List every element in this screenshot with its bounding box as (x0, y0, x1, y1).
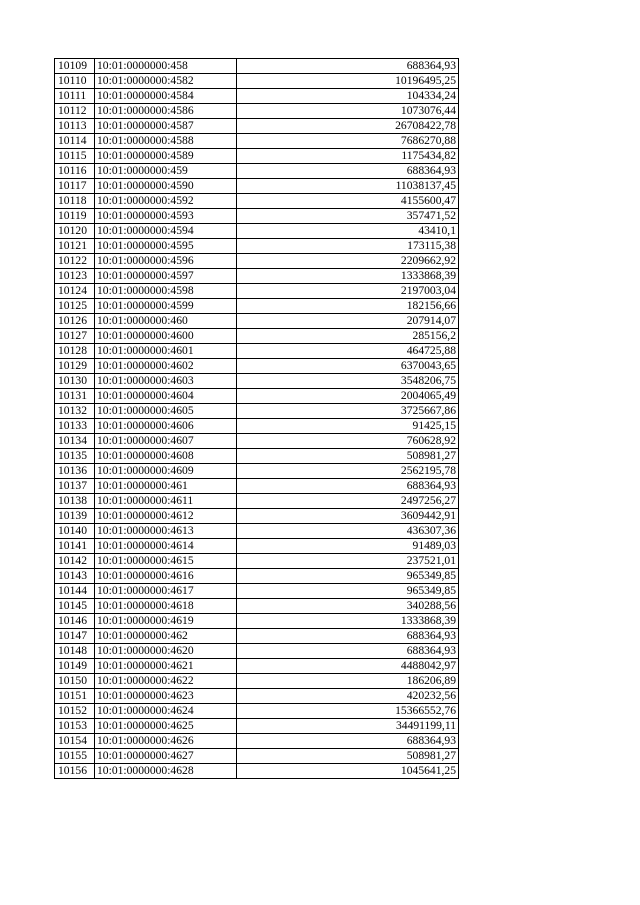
row-number-cell: 10149 (55, 659, 95, 674)
row-number-cell: 10138 (55, 494, 95, 509)
table-row (55, 629, 459, 644)
cadastral-value-cell: 6370043,65 (237, 359, 459, 374)
cadastral-number-cell: 10:01:0000000:4622 (95, 674, 237, 689)
row-number-cell: 10139 (55, 509, 95, 524)
table-row (55, 659, 459, 674)
table-row (55, 704, 459, 719)
cadastral-number-cell: 10:01:0000000:4586 (95, 104, 237, 119)
table-row (55, 419, 459, 434)
row-number-cell: 10155 (55, 749, 95, 764)
cadastral-number-cell: 10:01:0000000:459 (95, 164, 237, 179)
row-number-cell: 10132 (55, 404, 95, 419)
cadastral-value-cell: 3548206,75 (237, 374, 459, 389)
cadastral-number-cell: 10:01:0000000:461 (95, 479, 237, 494)
table-row (55, 359, 459, 374)
cadastral-number-cell: 10:01:0000000:4592 (95, 194, 237, 209)
cadastral-number-cell: 10:01:0000000:4614 (95, 539, 237, 554)
table-row (55, 179, 459, 194)
row-number-cell: 10118 (55, 194, 95, 209)
row-number-cell: 10143 (55, 569, 95, 584)
table-row (55, 494, 459, 509)
table-row (55, 689, 459, 704)
cadastral-number-cell: 10:01:0000000:4618 (95, 599, 237, 614)
cadastral-value-cell: 1045641,25 (237, 764, 459, 779)
cadastral-number-cell: 10:01:0000000:4612 (95, 509, 237, 524)
table-row (55, 569, 459, 584)
row-number-cell: 10129 (55, 359, 95, 374)
cadastral-value-cell: 2004065,49 (237, 389, 459, 404)
cadastral-number-cell: 10:01:0000000:4598 (95, 284, 237, 299)
cadastral-value-cell: 91425,15 (237, 419, 459, 434)
cadastral-value-cell: 760628,92 (237, 434, 459, 449)
cadastral-number-cell: 10:01:0000000:4606 (95, 419, 237, 434)
table-row (55, 764, 459, 779)
table-row (55, 119, 459, 134)
cadastral-value-cell: 91489,03 (237, 539, 459, 554)
cadastral-number-cell: 10:01:0000000:4604 (95, 389, 237, 404)
cadastral-number-cell: 10:01:0000000:4588 (95, 134, 237, 149)
cadastral-value-cell: 173115,38 (237, 239, 459, 254)
cadastral-value-cell: 3725667,86 (237, 404, 459, 419)
row-number-cell: 10112 (55, 104, 95, 119)
row-number-cell: 10134 (55, 434, 95, 449)
row-number-cell: 10121 (55, 239, 95, 254)
cadastral-value-cell: 207914,07 (237, 314, 459, 329)
table-row (55, 554, 459, 569)
cadastral-value-cell: 1073076,44 (237, 104, 459, 119)
data-table (54, 58, 459, 779)
table-row (55, 734, 459, 749)
cadastral-value-cell: 688364,93 (237, 59, 459, 74)
row-number-cell: 10141 (55, 539, 95, 554)
cadastral-value-cell: 1333868,39 (237, 614, 459, 629)
cadastral-value-cell: 420232,56 (237, 689, 459, 704)
row-number-cell: 10110 (55, 74, 95, 89)
cadastral-number-cell: 10:01:0000000:4621 (95, 659, 237, 674)
cadastral-number-cell: 10:01:0000000:460 (95, 314, 237, 329)
cadastral-number-cell: 10:01:0000000:4628 (95, 764, 237, 779)
cadastral-number-cell: 10:01:0000000:4615 (95, 554, 237, 569)
table-row (55, 449, 459, 464)
table-row (55, 314, 459, 329)
table-row (55, 479, 459, 494)
table-row (55, 74, 459, 89)
row-number-cell: 10154 (55, 734, 95, 749)
cadastral-value-cell: 4155600,47 (237, 194, 459, 209)
cadastral-number-cell: 10:01:0000000:4597 (95, 269, 237, 284)
cadastral-value-cell: 3609442,91 (237, 509, 459, 524)
table-row (55, 719, 459, 734)
table-row (55, 59, 459, 74)
row-number-cell: 10124 (55, 284, 95, 299)
cadastral-number-cell: 10:01:0000000:4607 (95, 434, 237, 449)
row-number-cell: 10128 (55, 344, 95, 359)
cadastral-value-cell: 26708422,78 (237, 119, 459, 134)
table-row (55, 329, 459, 344)
cadastral-number-cell: 10:01:0000000:4596 (95, 254, 237, 269)
cadastral-value-cell: 688364,93 (237, 479, 459, 494)
row-number-cell: 10153 (55, 719, 95, 734)
table-row (55, 149, 459, 164)
cadastral-number-cell: 10:01:0000000:462 (95, 629, 237, 644)
row-number-cell: 10123 (55, 269, 95, 284)
row-number-cell: 10150 (55, 674, 95, 689)
row-number-cell: 10130 (55, 374, 95, 389)
cadastral-number-cell: 10:01:0000000:4587 (95, 119, 237, 134)
cadastral-value-cell: 1175434,82 (237, 149, 459, 164)
table-row (55, 614, 459, 629)
row-number-cell: 10146 (55, 614, 95, 629)
cadastral-number-cell: 10:01:0000000:4611 (95, 494, 237, 509)
row-number-cell: 10136 (55, 464, 95, 479)
row-number-cell: 10148 (55, 644, 95, 659)
row-number-cell: 10126 (55, 314, 95, 329)
row-number-cell: 10147 (55, 629, 95, 644)
cadastral-value-cell: 965349,85 (237, 584, 459, 599)
cadastral-value-cell: 464725,88 (237, 344, 459, 359)
row-number-cell: 10120 (55, 224, 95, 239)
cadastral-number-cell: 10:01:0000000:4613 (95, 524, 237, 539)
cadastral-value-cell: 688364,93 (237, 629, 459, 644)
cadastral-number-cell: 10:01:0000000:4605 (95, 404, 237, 419)
cadastral-number-cell: 10:01:0000000:4593 (95, 209, 237, 224)
table-row (55, 434, 459, 449)
row-number-cell: 10133 (55, 419, 95, 434)
cadastral-value-cell: 688364,93 (237, 164, 459, 179)
cadastral-number-cell: 10:01:0000000:4625 (95, 719, 237, 734)
cadastral-value-cell: 15366552,76 (237, 704, 459, 719)
cadastral-value-cell: 436307,36 (237, 524, 459, 539)
cadastral-number-cell: 10:01:0000000:4617 (95, 584, 237, 599)
table-row (55, 539, 459, 554)
table-row (55, 239, 459, 254)
row-number-cell: 10135 (55, 449, 95, 464)
cadastral-number-cell: 10:01:0000000:4619 (95, 614, 237, 629)
cadastral-number-cell: 10:01:0000000:4589 (95, 149, 237, 164)
cadastral-value-cell: 10196495,25 (237, 74, 459, 89)
row-number-cell: 10137 (55, 479, 95, 494)
row-number-cell: 10140 (55, 524, 95, 539)
cadastral-value-cell: 965349,85 (237, 569, 459, 584)
cadastral-value-cell: 1333868,39 (237, 269, 459, 284)
table-row (55, 404, 459, 419)
row-number-cell: 10115 (55, 149, 95, 164)
cadastral-value-cell: 688364,93 (237, 644, 459, 659)
cadastral-value-cell: 688364,93 (237, 734, 459, 749)
table-row (55, 644, 459, 659)
cadastral-number-cell: 10:01:0000000:4602 (95, 359, 237, 374)
cadastral-value-cell: 340288,56 (237, 599, 459, 614)
table-row (55, 344, 459, 359)
row-number-cell: 10113 (55, 119, 95, 134)
cadastral-value-cell: 2197003,04 (237, 284, 459, 299)
table-row (55, 224, 459, 239)
cadastral-value-cell: 285156,2 (237, 329, 459, 344)
cadastral-number-cell: 10:01:0000000:4599 (95, 299, 237, 314)
cadastral-number-cell: 10:01:0000000:4594 (95, 224, 237, 239)
row-number-cell: 10116 (55, 164, 95, 179)
row-number-cell: 10119 (55, 209, 95, 224)
cadastral-value-cell: 357471,52 (237, 209, 459, 224)
row-number-cell: 10156 (55, 764, 95, 779)
cadastral-value-cell: 11038137,45 (237, 179, 459, 194)
cadastral-value-cell: 508981,27 (237, 449, 459, 464)
table-row (55, 599, 459, 614)
cadastral-number-cell: 10:01:0000000:4609 (95, 464, 237, 479)
cadastral-value-cell: 2209662,92 (237, 254, 459, 269)
table-row (55, 89, 459, 104)
table-row (55, 374, 459, 389)
cadastral-number-cell: 10:01:0000000:4620 (95, 644, 237, 659)
cadastral-number-cell: 10:01:0000000:4608 (95, 449, 237, 464)
cadastral-number-cell: 10:01:0000000:4603 (95, 374, 237, 389)
table-row (55, 464, 459, 479)
cadastral-value-cell: 182156,66 (237, 299, 459, 314)
table-row (55, 389, 459, 404)
cadastral-number-cell: 10:01:0000000:4582 (95, 74, 237, 89)
table-row (55, 584, 459, 599)
table-row (55, 674, 459, 689)
cadastral-number-cell: 10:01:0000000:458 (95, 59, 237, 74)
table-row (55, 194, 459, 209)
row-number-cell: 10114 (55, 134, 95, 149)
cadastral-number-cell: 10:01:0000000:4595 (95, 239, 237, 254)
cadastral-value-cell: 43410,1 (237, 224, 459, 239)
table-row (55, 509, 459, 524)
row-number-cell: 10125 (55, 299, 95, 314)
table-row (55, 254, 459, 269)
cadastral-value-cell: 4488042,97 (237, 659, 459, 674)
cadastral-value-cell: 2497256,27 (237, 494, 459, 509)
cadastral-number-cell: 10:01:0000000:4626 (95, 734, 237, 749)
cadastral-number-cell: 10:01:0000000:4623 (95, 689, 237, 704)
row-number-cell: 10127 (55, 329, 95, 344)
table-row (55, 104, 459, 119)
table-row (55, 299, 459, 314)
row-number-cell: 10142 (55, 554, 95, 569)
cadastral-value-cell: 186206,89 (237, 674, 459, 689)
cadastral-number-cell: 10:01:0000000:4584 (95, 89, 237, 104)
table-row (55, 749, 459, 764)
row-number-cell: 10151 (55, 689, 95, 704)
table-body (55, 59, 459, 779)
cadastral-value-cell: 508981,27 (237, 749, 459, 764)
table-row (55, 284, 459, 299)
cadastral-number-cell: 10:01:0000000:4616 (95, 569, 237, 584)
row-number-cell: 10144 (55, 584, 95, 599)
row-number-cell: 10152 (55, 704, 95, 719)
cadastral-value-cell: 7686270,88 (237, 134, 459, 149)
row-number-cell: 10109 (55, 59, 95, 74)
cadastral-number-cell: 10:01:0000000:4624 (95, 704, 237, 719)
table-row (55, 164, 459, 179)
table-row (55, 269, 459, 284)
cadastral-value-cell: 104334,24 (237, 89, 459, 104)
row-number-cell: 10117 (55, 179, 95, 194)
cadastral-number-cell: 10:01:0000000:4601 (95, 344, 237, 359)
row-number-cell: 10111 (55, 89, 95, 104)
cadastral-number-cell: 10:01:0000000:4627 (95, 749, 237, 764)
row-number-cell: 10122 (55, 254, 95, 269)
table-row (55, 209, 459, 224)
cadastral-number-cell: 10:01:0000000:4590 (95, 179, 237, 194)
row-number-cell: 10145 (55, 599, 95, 614)
cadastral-number-cell: 10:01:0000000:4600 (95, 329, 237, 344)
cadastral-value-cell: 237521,01 (237, 554, 459, 569)
table-row (55, 134, 459, 149)
table-row (55, 524, 459, 539)
cadastral-value-cell: 2562195,78 (237, 464, 459, 479)
row-number-cell: 10131 (55, 389, 95, 404)
cadastral-value-cell: 34491199,11 (237, 719, 459, 734)
